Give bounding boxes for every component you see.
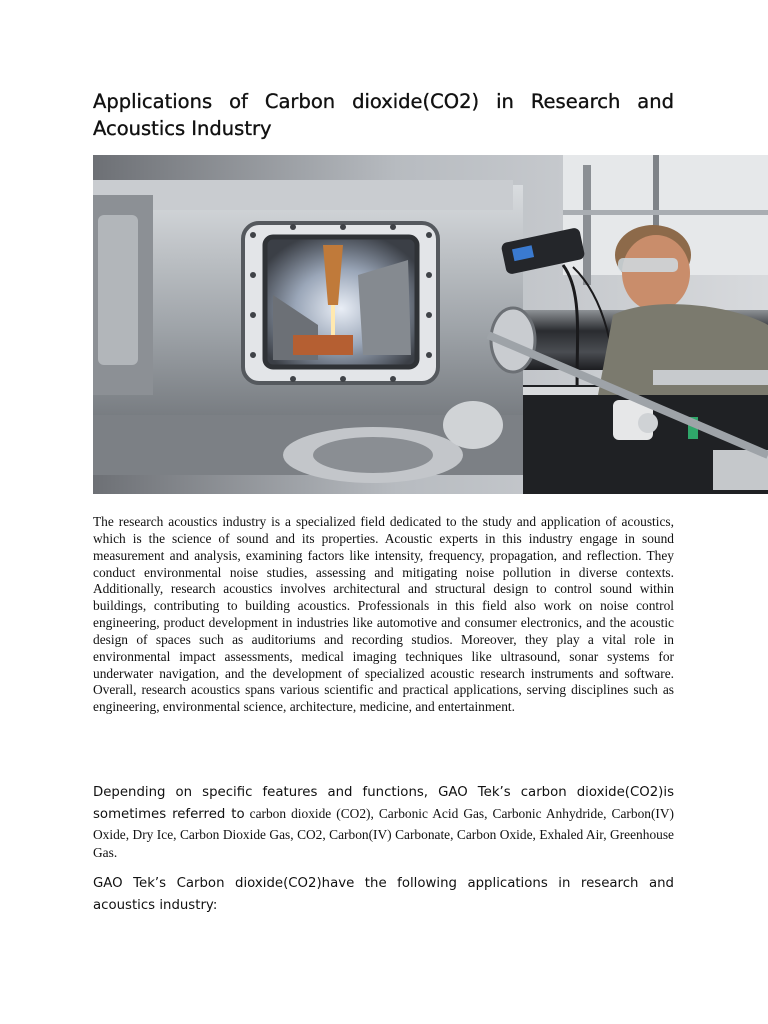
alternate-names-paragraph — [93, 782, 674, 862]
alternate-names-lead: Depending on specific features and functions, GAO Tek’s carbon dioxide(CO2)is sometimes referred to — [93, 785, 674, 822]
applications-intro: GAO Tek’s Carbon dioxide(CO2)have the following applications in research and acoustics industry: — [93, 876, 674, 913]
page-title: Applications of Carbon dioxide(CO2) in Research and Acoustics Industry — [93, 90, 674, 140]
alternate-names-list: carbon dioxide (CO2), Carbonic Acid Gas, Carbonic Anhydride, Carbon(IV) Oxide, Dry Ice, Carbon Dioxide Gas, CO2, Carbon(IV) Carbonate, Carbon Oxide, Exhaled Air, Greenhouse Gas. — [93, 806, 675, 860]
laboratory-photo — [93, 155, 768, 494]
body-paragraph: The research acoustics industry is a specialized field dedicated to the study and application of acoustics, which is the science of sound and its properties. Acoustic experts in this industry engage in sound measurement and analysis, examining factors like intensity, frequency, propagation, and reflection. They conduct environmental noise studies, assessing and mitigating noise pollution in diverse contexts. Additionally, research acoustics involves architectural and structural design to control sound within buildings, contributing to building acoustics. Professionals in this field also work on noise control engineering, product development in industries like automotive and consumer electronics, and the acoustic design of spaces such as auditoriums and recording studios. Moreover, they play a vital role in environmental impact assessments, medical imaging techniques like ultrasound, sonar systems for underwater navigation, and the development of specialized acoustic research instruments and software. Overall, research acoustics spans various scientific and practical applications, serving disciplines such as engineering, environmental science, architecture, medicine, and entertainment. — [93, 514, 674, 715]
